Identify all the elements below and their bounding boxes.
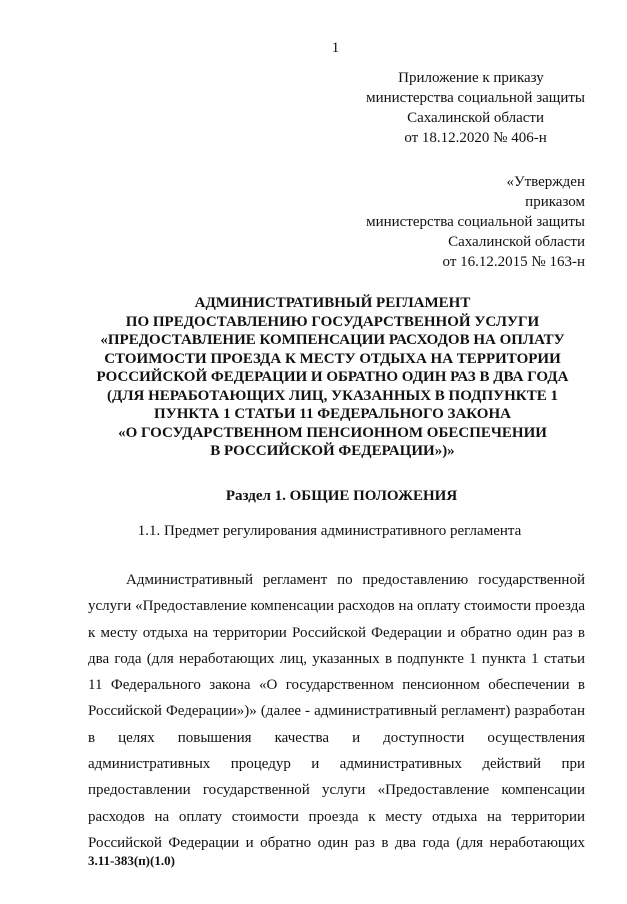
approved-line: приказом [525,194,585,210]
title-line: ПУНКТА 1 СТАТЬИ 11 ФЕДЕРАЛЬНОГО ЗАКОНА [154,406,511,422]
annex-block [366,68,585,148]
title-line: СТОИМОСТИ ПРОЕЗДА К МЕСТУ ОТДЫХА НА ТЕРРИТОРИИ [104,350,561,367]
approved-block [366,172,585,272]
body-line: Административный регламент по предоставлению государственной [126,572,585,588]
footer-code: 3.11-383(п)(1.0) [88,853,175,868]
body-line: Российской Федерации и обратно один раз в два года (для неработающих [88,834,585,851]
approved-line: «Утвержден [506,174,585,190]
document-title [80,294,585,461]
body-line: в целях повышения качества и доступности осуществления [88,729,585,746]
annex-line: от 18.12.2020 № 406-н [404,130,547,146]
title-line: (ДЛЯ НЕРАБОТАЮЩИХ ЛИЦ, УКАЗАННЫХ В ПОДПУНКТЕ 1 [107,387,558,404]
approved-line: министерства социальной защиты [366,214,585,230]
approved-line: Сахалинской области [448,234,585,250]
body-line: 11 Федерального закона «О государственном пенсионном обеспечении в [88,677,585,694]
body-line: административных процедур и административных действий при [88,756,585,773]
title-line: ПО ПРЕДОСТАВЛЕНИЮ ГОСУДАРСТВЕННОЙ УСЛУГИ [125,313,540,330]
annex-line: министерства социальной защиты [366,90,585,106]
page-number: 1 [331,40,340,56]
body-paragraph [88,567,585,856]
title-line: В РОССИЙСКОЙ ФЕДЕРАЦИИ»)» [210,443,455,459]
title-line: «О ГОСУДАРСТВЕННОМ ПЕНСИОННОМ ОБЕСПЕЧЕНИИ [118,424,547,441]
body-line: предоставлении государственной услуги «Предоставление компенсации [88,782,585,799]
section-heading: Раздел 1. ОБЩИЕ ПОЛОЖЕНИЯ [225,488,458,504]
body-line: Российской Федерации»)» (далее - административный регламент) разработан [88,703,585,720]
body-line: услуги «Предоставление компенсации расходов на оплату стоимости проезда [88,598,585,615]
annex-line: Приложение к приказу [398,70,544,86]
title-line: РОССИЙСКОЙ ФЕДЕРАЦИИ И ОБРАТНО ОДИН РАЗ В ДВА ГОДА [96,369,569,385]
title-line: «ПРЕДОСТАВЛЕНИЕ КОМПЕНСАЦИИ РАСХОДОВ НА ОПЛАТУ [100,332,565,348]
title-line: АДМИНИСТРАТИВНЫЙ РЕГЛАМЕНТ [194,295,471,311]
subsection-heading: 1.1. Предмет регулирования административного регламента [137,523,522,539]
body-line: к месту отдыха на территории Российской Федерации и обратно один раз в [88,624,585,641]
body-line: расходов на оплату стоимости проезда к месту отдыха на территории [88,808,585,825]
annex-line: Сахалинской области [407,110,544,126]
approved-line: от 16.12.2015 № 163-н [442,254,585,270]
body-line: два года (для неработающих лиц, указанных в подпункте 1 пункта 1 статьи [88,650,585,667]
